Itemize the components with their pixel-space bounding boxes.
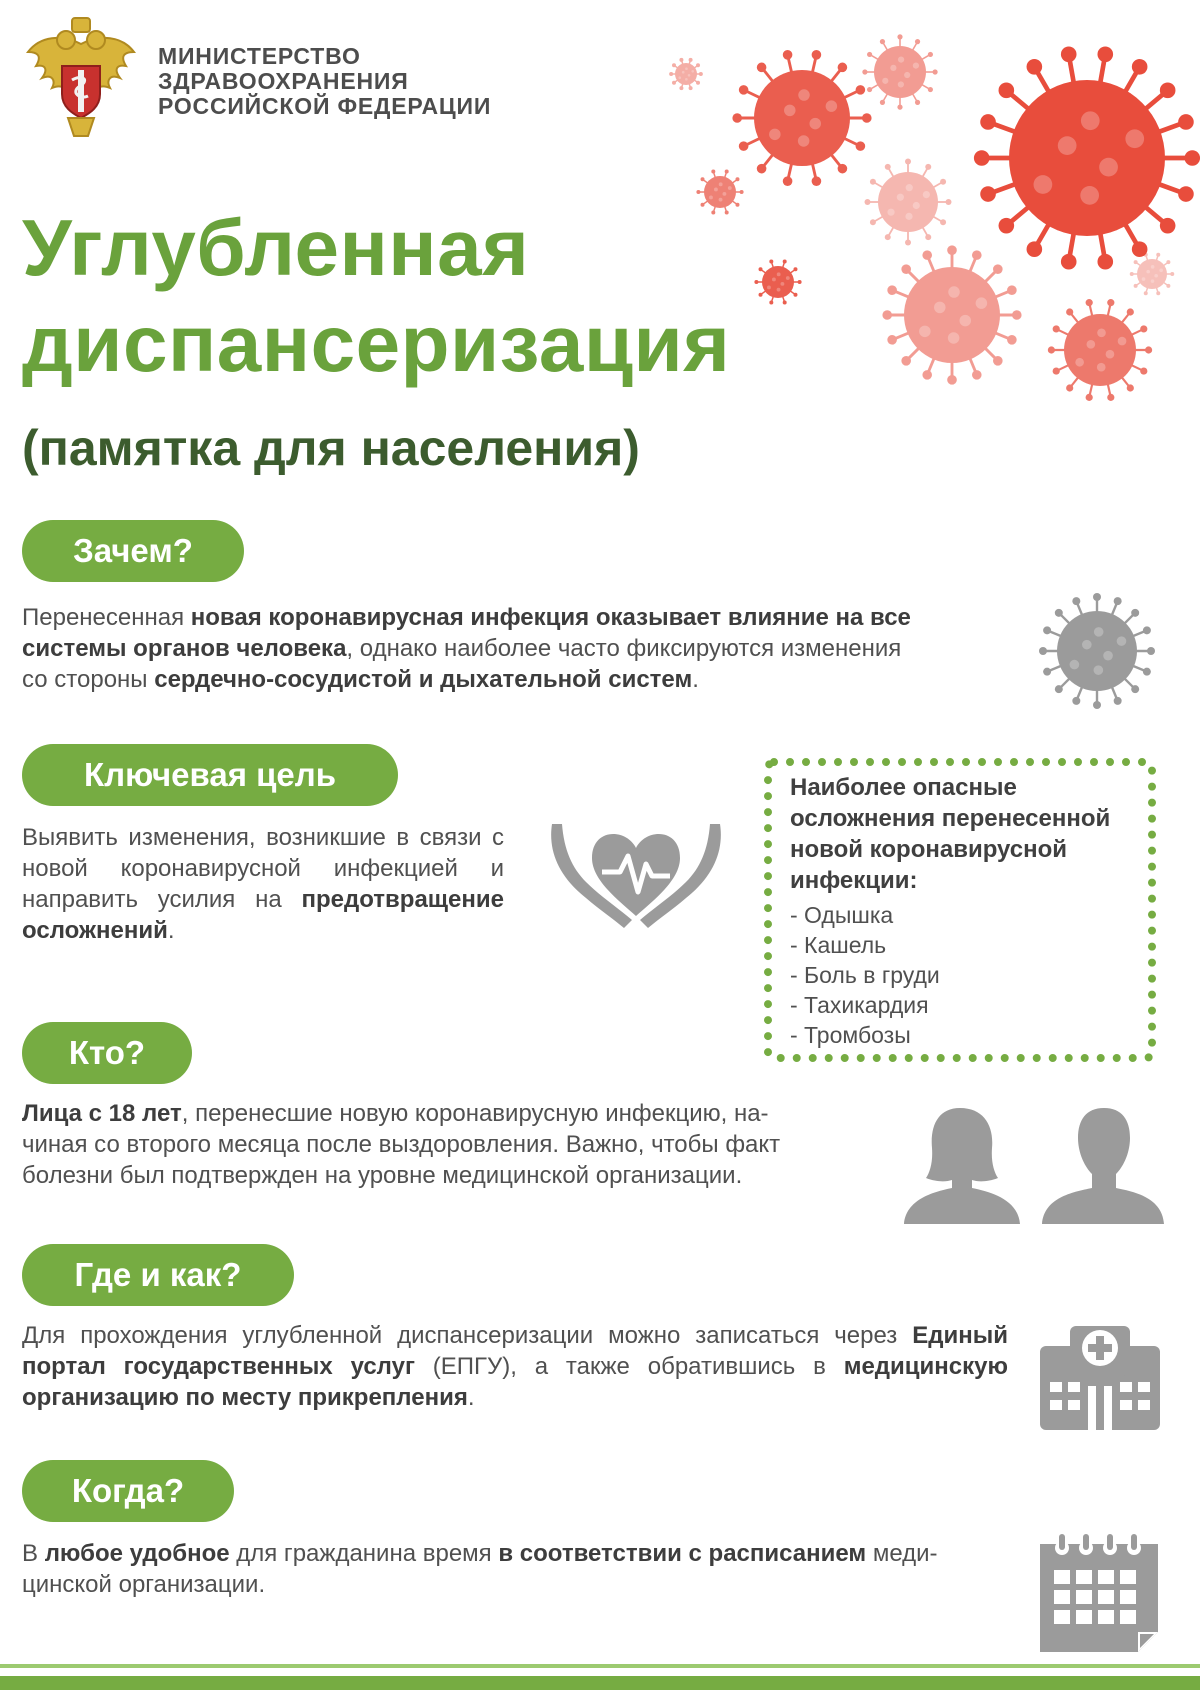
ministry-line-3: РОССИЙСКОЙ ФЕДЕРАЦИИ xyxy=(158,93,492,119)
virus-tiny-icon xyxy=(669,58,703,90)
virus-small-icon xyxy=(862,34,937,109)
section-why-text: Перенесенная новая коронавирусная инфекция оказывает влияние на все системы органов человека, однако наиболее часто фиксируются изменения со стороны сердечно-сосудистой и дыхательной систем. xyxy=(22,604,911,693)
complications-heading-3: новой коронавирусной xyxy=(790,836,1068,863)
section-goal-text: Выявить изменения, возникшие в связи с новой коронавирусной инфекцией и направить усилия на предотвращение осложнений. xyxy=(22,824,504,944)
complication-item: - Кашель xyxy=(790,932,887,958)
complication-item: - Тромбозы xyxy=(790,1022,911,1048)
title-line-2: диспансеризация xyxy=(22,299,731,388)
heart-hands-icon xyxy=(548,820,724,932)
people-icon xyxy=(902,1104,1164,1224)
virus-small-icon xyxy=(1048,299,1152,401)
section-where-label: Где и как? xyxy=(22,1244,294,1306)
ministry-name xyxy=(158,44,491,119)
virus-large-icon xyxy=(974,46,1200,269)
section-when-text: В любое удобное для гражданина время в соответствии с расписанием меди- цинской организации. xyxy=(22,1540,938,1598)
virus-small-icon xyxy=(865,159,952,246)
page-title xyxy=(22,200,730,392)
footer-stripe-thick xyxy=(0,1676,1200,1690)
footer-stripe-thin xyxy=(0,1664,1200,1668)
section-when-label: Когда? xyxy=(22,1460,234,1522)
section-who-text: Лица с 18 лет, перенесшие новую коронавирусную инфекцию, на- чиная со второго месяца после выздоровления. Важно, чтобы факт болезни был подтвержден на уровне медицинской организации. xyxy=(22,1100,781,1189)
title-line-1: Углубленная xyxy=(22,203,530,292)
section-who-label: Кто? xyxy=(22,1022,192,1084)
virus-gray-shape xyxy=(1039,593,1155,709)
coat-of-arms-emblem xyxy=(22,14,140,140)
complications-heading-2: осложнения перенесенной xyxy=(790,805,1111,832)
virus-medium-icon xyxy=(882,245,1021,384)
virus-illustration xyxy=(660,20,1200,440)
calendar-icon xyxy=(1036,1534,1162,1654)
complications-heading-1: Наиболее опасные xyxy=(790,774,1017,801)
complication-item: - Одышка xyxy=(790,902,894,928)
complication-item: - Боль в груди xyxy=(790,962,940,988)
section-goal-label: Ключевая цель xyxy=(22,744,398,806)
page-subtitle: (памятка для населения) xyxy=(22,420,640,476)
section-where-text: Для прохождения углубленной диспансеризации можно записаться через Единый портал государственных услуг (ЕПГУ), а также обратившись в медицинскую организацию по месту прикрепления. xyxy=(22,1322,1008,1411)
hospital-icon xyxy=(1040,1322,1160,1430)
complications-heading-4: инфекции: xyxy=(790,867,918,894)
virus-medium-icon xyxy=(732,50,871,186)
virus-gray-icon xyxy=(1030,584,1164,718)
complications-list xyxy=(790,900,1110,1050)
complication-item: - Тахикардия xyxy=(790,992,929,1018)
complications-box xyxy=(790,772,1110,1050)
section-why-label: Зачем? xyxy=(22,520,244,582)
virus-tiny-icon xyxy=(1130,253,1175,296)
virus-tiny-icon xyxy=(754,259,801,304)
ministry-line-2: ЗДРАВООХРАНЕНИЯ xyxy=(158,68,409,94)
ministry-line-1: МИНИСТЕРСТВО xyxy=(158,43,361,69)
